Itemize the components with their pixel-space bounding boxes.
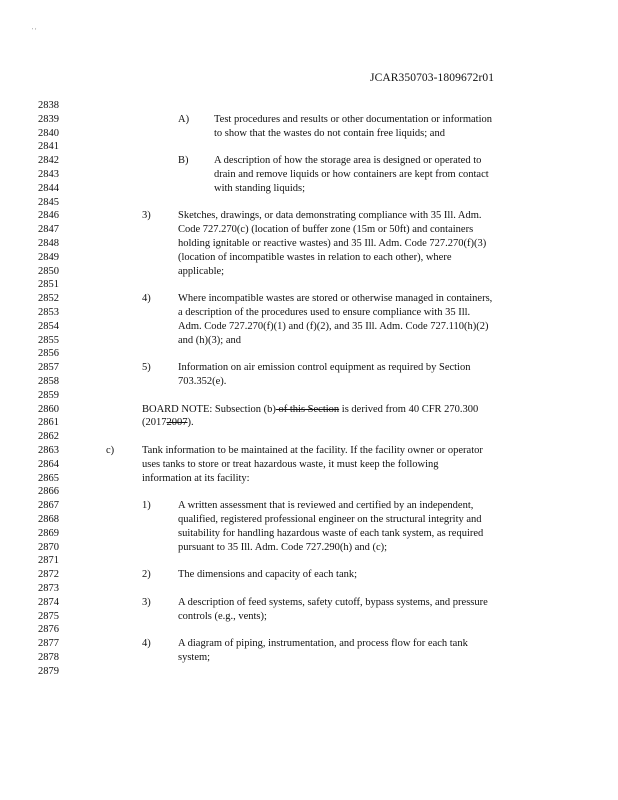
text-line: (location of incompatible wastes in relation to each other), where: [178, 251, 452, 263]
text-line: Test procedures and results or other documentation or information: [214, 113, 493, 125]
text-line: uses tanks to store or treat hazardous waste, it must keep the following: [142, 458, 439, 470]
line-number: 2839: [38, 113, 59, 125]
text-line: (20172007).: [142, 417, 194, 429]
line-number: 2846: [38, 210, 59, 222]
line-number: 2863: [38, 445, 59, 456]
text-line: and (h)(3); and: [178, 334, 241, 346]
line-number: 2848: [38, 238, 59, 249]
line-number: 2868: [38, 514, 59, 525]
line-number: 2849: [38, 251, 59, 263]
text-line: Information on air emission control equipment as required by Section: [178, 362, 471, 374]
line-number: 2864: [38, 458, 59, 470]
line-number: 2876: [38, 624, 59, 636]
text-line: to show that the wastes do not contain free liquids; and: [214, 127, 445, 139]
line-number: 2843: [38, 169, 59, 180]
line-number: 2878: [38, 652, 59, 663]
text-line: 703.352(e).: [178, 376, 227, 387]
line-number: 2873: [38, 583, 59, 594]
list-label: 5): [142, 362, 151, 374]
line-number: 2862: [38, 431, 59, 443]
text-line: A description of feed systems, safety cutoff, bypass systems, and pressure: [178, 596, 488, 608]
line-number: 2861: [38, 417, 59, 429]
text-line: suitability for handling hazardous waste of each tank system, as required: [178, 527, 484, 539]
text-line: A written assessment that is reviewed and certified by an independent,: [178, 500, 474, 512]
line-number: 2845: [38, 196, 59, 208]
line-number: 2850: [38, 265, 59, 277]
line-number: 2855: [38, 334, 59, 346]
text-line: Sketches, drawings, or data demonstrating compliance with 35 Ill. Adm.: [178, 210, 482, 222]
line-number: 2874: [38, 596, 59, 608]
text-line: A description of how the storage area is designed or operated to: [214, 155, 482, 167]
deleted-text: of this Section: [275, 403, 340, 415]
text-line: Tank information to be maintained at the facility. If the facility owner or operator: [142, 445, 483, 456]
line-number: 2865: [38, 472, 59, 484]
text-line: Where incompatible wastes are stored or otherwise managed in containers,: [178, 293, 493, 305]
line-number: 2858: [38, 376, 59, 387]
text-line: controls (e.g., vents);: [178, 610, 267, 622]
text-line: BOARD NOTE: Subsection (b) of this Section is derived from 40 CFR 270.300: [142, 403, 479, 415]
line-number: 2856: [38, 348, 59, 360]
text-line: applicable;: [178, 265, 225, 277]
line-number: 2860: [38, 403, 59, 415]
text-line: The dimensions and capacity of each tank;: [178, 569, 358, 581]
text-line: information at its facility:: [142, 472, 250, 484]
text-line: Adm. Code 727.270(f)(1) and (f)(2), and 35 Ill. Adm. Code 727.110(h)(2): [178, 320, 489, 332]
line-number: 2877: [38, 638, 59, 650]
list-label: 4): [142, 638, 151, 650]
list-label: 2): [142, 569, 151, 581]
text-line: system;: [178, 652, 211, 663]
line-number: 2844: [38, 182, 59, 194]
list-label: 3): [142, 210, 151, 222]
line-number: 2867: [38, 500, 59, 512]
line-number: 2852: [38, 293, 59, 305]
line-number: 2841: [38, 141, 59, 153]
list-label: c): [106, 445, 115, 456]
line-number: 2871: [38, 555, 59, 567]
text-line: Code 727.270(c) (location of buffer zone (15m or 50ft) and containers: [178, 224, 474, 236]
line-number: 2866: [38, 486, 59, 498]
text-line: a description of the procedures used to ensure compliance with 35 Ill.: [178, 307, 471, 318]
line-number: 2854: [38, 320, 59, 332]
line-number: 2870: [38, 541, 59, 553]
text-line: pursuant to 35 Ill. Adm. Code 727.290(h) and (c);: [178, 541, 388, 553]
text-line: drain and remove liquids or how containers are kept from contact: [214, 169, 489, 180]
line-number: 2842: [38, 155, 59, 167]
text-line: A diagram of piping, instrumentation, and process flow for each tank: [178, 638, 468, 650]
line-number: 2838: [38, 100, 59, 111]
text-line: holding ignitable or reactive wastes) and 35 Ill. Adm. Code 727.270(f)(3): [178, 238, 487, 249]
list-label: A): [178, 113, 190, 125]
line-number: 2875: [38, 610, 59, 622]
line-number: 2859: [38, 389, 59, 401]
list-label: 1): [142, 500, 151, 512]
scan-corner-marks: ' ‘: [32, 28, 37, 34]
line-number: 2872: [38, 569, 59, 581]
line-number: 2847: [38, 224, 59, 236]
list-label: 4): [142, 293, 151, 305]
line-number: 2840: [38, 127, 59, 139]
line-number: 2879: [38, 665, 59, 677]
deleted-text: 2007: [166, 417, 188, 429]
line-number: 2853: [38, 307, 59, 318]
text-line: qualified, registered professional engineer on the structural integrity and: [178, 514, 482, 525]
text-line: with standing liquids;: [214, 182, 306, 194]
list-label: B): [178, 155, 189, 167]
line-number: 2857: [38, 362, 59, 374]
line-number: 2851: [38, 279, 59, 291]
line-number: 2869: [38, 527, 59, 539]
document-id: JCAR350703-1809672r01: [370, 72, 495, 84]
list-label: 3): [142, 596, 151, 608]
